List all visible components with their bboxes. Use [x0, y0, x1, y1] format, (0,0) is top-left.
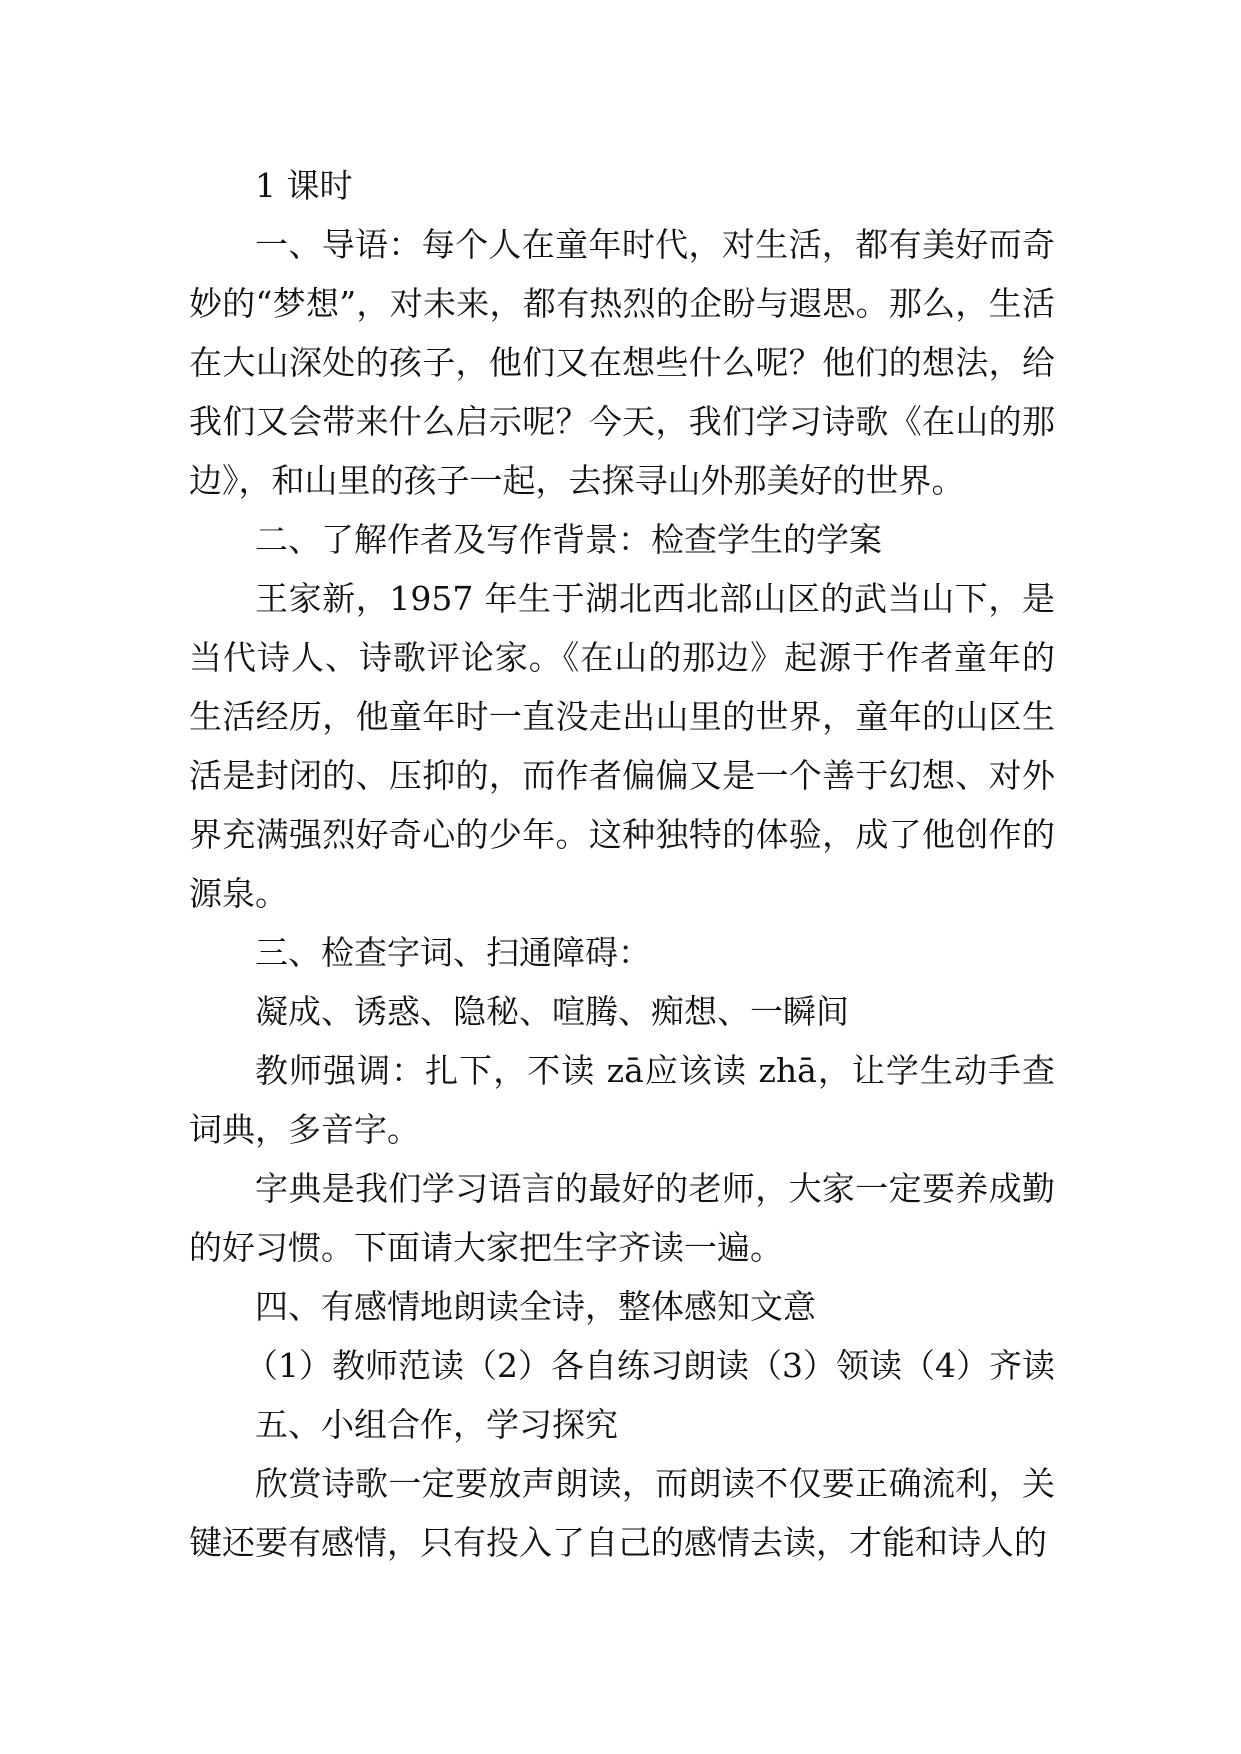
paragraph-author-heading: 二、了解作者及写作背景：检查学生的学案 — [255, 520, 882, 559]
paragraph-teacher-emphasis: 教师强调：扎下，不读 zā应该读 zhā，让学生动手查词典，多音字。 — [189, 1051, 1055, 1149]
paragraph-author-bio: 王家新，1957 年生于湖北西北部山区的武当山下，是当代诗人、诗歌评论家。《在山的那边》起源于作者童年的生活经历，他童年时一直没走出山里的世界，童年的山区生活是封闭的、压抑的，而作者偏偏又是一个善于幻想、对外界充满强烈好奇心的少年。这种独特的体验，成了他创作的源泉。 — [189, 579, 1055, 913]
paragraph-vocab-heading: 三、检查字词、扫通障碍： — [255, 933, 651, 972]
paragraph-introduction: 一、导语：每个人在童年时代，对生活，都有美好而奇妙的“梦想”，对未来，都有热烈的企盼与遐思。那么，生活在大山深处的孩子，他们又在想些什么呢？他们的想法，给我们又会带来什么启示呢？今天，我们学习诗歌《在山的那边》，和山里的孩子一起，去探寻山外那美好的世界。 — [189, 225, 1055, 500]
paragraph-dictionary-habit: 字典是我们学习语言的最好的老师，大家一定要养成勤的好习惯。下面请大家把生字齐读一遍。 — [189, 1169, 1055, 1267]
document-body — [189, 156, 1055, 1572]
paragraph-group-heading: 五、小组合作，学习探究 — [255, 1405, 618, 1444]
paragraph-reading-steps: （1）教师范读（2）各自练习朗读（3）领读（4）齐读 — [245, 1346, 1055, 1385]
paragraph-appreciation: 欣赏诗歌一定要放声朗读，而朗读不仅要正确流利，关键还要有感情，只有投入了自己的感情去读，才能和诗人的 — [189, 1464, 1055, 1562]
paragraph-lesson-hours: 1 课时 — [255, 166, 353, 205]
paragraph-vocab-list: 凝成、诱惑、隐秘、喧腾、痴想、一瞬间 — [255, 992, 849, 1031]
paragraph-reading-heading: 四、有感情地朗读全诗，整体感知文意 — [255, 1287, 816, 1326]
